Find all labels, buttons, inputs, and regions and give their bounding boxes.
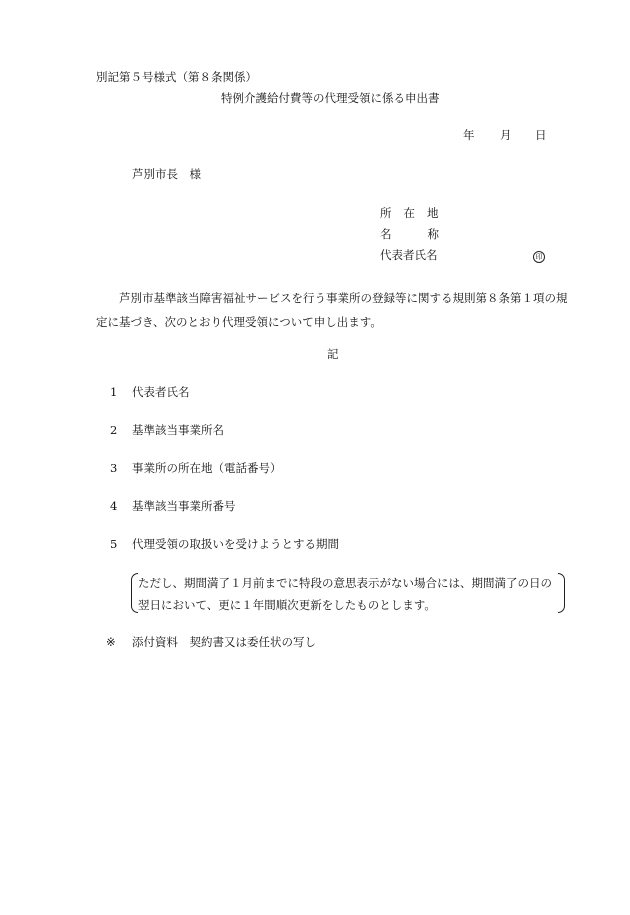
ki-heading: 記 [327, 347, 339, 361]
item-number: 5 [110, 537, 118, 551]
name-label: 名 称 [380, 227, 439, 241]
date-year-label: 年 [463, 128, 475, 142]
item-label: 代表者氏名 [132, 385, 190, 399]
date-day-label: 日 [535, 128, 547, 142]
date-month-label: 月 [500, 128, 512, 142]
document-title: 特例介護給付費等の代理受領に係る申出書 [221, 91, 440, 105]
seal-mark: 印 [533, 250, 545, 263]
renewal-note: ただし、期間満了１月前までに特段の意思表示がない場合には、期間満了の日の翌日において、更に１年間順次更新をしたものとします。 [138, 576, 552, 612]
representative-name-label: 代表者氏名 [380, 248, 438, 262]
addressee: 芦別市長 様 [132, 167, 201, 181]
note-bracket-right [558, 573, 565, 613]
item-number: 4 [110, 499, 118, 513]
item-label: 代理受領の取扱いを受けようとする期間 [132, 537, 339, 551]
item-label: 基準該当事業所番号 [132, 499, 236, 513]
address-label: 所 在 地 [380, 206, 439, 220]
attachment-note: 添付資料 契約書又は委任状の写し [132, 635, 316, 649]
form-reference: 別記第５号様式（第８条関係） [96, 70, 257, 84]
item-label: 基準該当事業所名 [132, 423, 224, 437]
item-number: 2 [110, 423, 118, 437]
note-bracket-left [131, 573, 138, 613]
attachment-mark: ※ [106, 635, 116, 649]
item-number: 3 [110, 461, 118, 475]
item-label: 事業所の所在地（電話番号） [132, 461, 282, 475]
body-paragraph: 芦別市基準該当障害福祉サービスを行う事業所の登録等に関する規則第８条第１項の規定に基づき、次のとおり代理受領について申し出ます。 [96, 291, 568, 329]
item-number: 1 [110, 385, 118, 399]
